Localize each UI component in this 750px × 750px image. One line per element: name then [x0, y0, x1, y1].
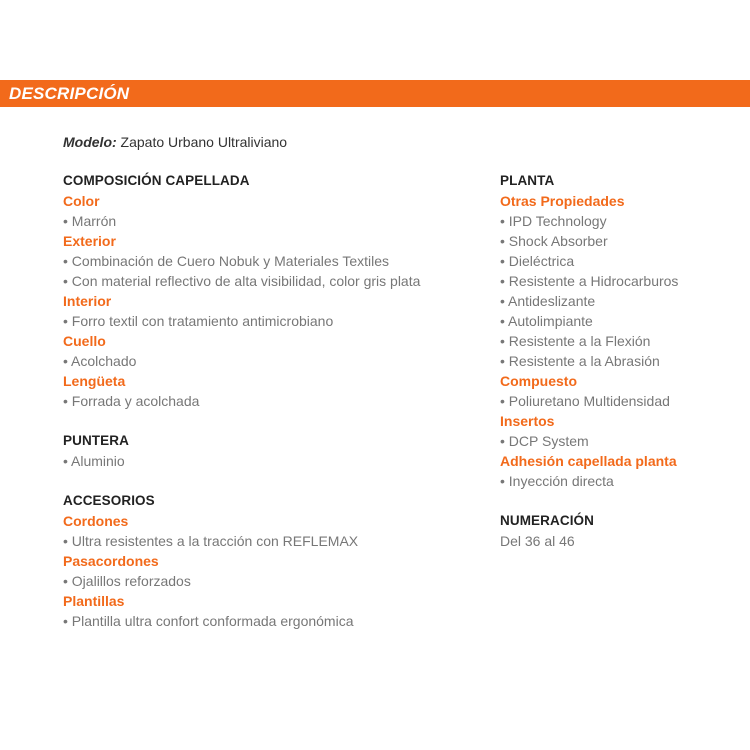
- model-value: Zapato Urbano Ultraliviano: [120, 134, 288, 150]
- pasacordones-label: Pasacordones: [63, 553, 159, 569]
- description-title: DESCRIPCIÓN: [9, 84, 130, 103]
- section-numeracion-title: NUMERACIÓN: [500, 513, 594, 528]
- otras-propiedades-label: Otras Propiedades: [500, 193, 625, 209]
- list-item: • Autolimpiante: [500, 313, 593, 329]
- list-item: • Resistente a Hidrocarburos: [500, 273, 679, 289]
- insertos-label: Insertos: [500, 413, 555, 429]
- adhesion-label: Adhesión capellada planta: [500, 453, 677, 469]
- list-item: • Poliuretano Multidensidad: [500, 393, 670, 409]
- list-item: • Marrón: [63, 213, 117, 229]
- section-puntera-title: PUNTERA: [63, 433, 129, 448]
- list-item: • Resistente a la Flexión: [500, 333, 651, 349]
- spacer: [500, 491, 740, 511]
- list-item: • Forro textil con tratamiento antimicrobiano: [63, 313, 334, 329]
- section-composicion-title: COMPOSICIÓN CAPELLADA: [63, 173, 250, 188]
- list-item: • IPD Technology: [500, 213, 607, 229]
- list-item: • Combinación de Cuero Nobuk y Materiales Textiles: [63, 253, 390, 269]
- interior-label: Interior: [63, 293, 112, 309]
- model-line: [63, 132, 287, 152]
- compuesto-label: Compuesto: [500, 373, 577, 389]
- list-item: • Plantilla ultra confort conformada ergonómica: [63, 613, 354, 629]
- section-planta-title: PLANTA: [500, 173, 555, 188]
- list-item: • Acolchado: [63, 353, 137, 369]
- right-column: [500, 171, 740, 551]
- left-column: [63, 171, 473, 631]
- cordones-label: Cordones: [63, 513, 129, 529]
- section-accesorios-title: ACCESORIOS: [63, 493, 155, 508]
- spacer: [63, 411, 473, 431]
- list-item: • Inyección directa: [500, 473, 614, 489]
- list-item: • DCP System: [500, 433, 589, 449]
- list-item: • Con material reflectivo de alta visibilidad, color gris plata: [63, 273, 421, 289]
- color-label: Color: [63, 193, 100, 209]
- model-label: Modelo:: [63, 134, 117, 150]
- list-item: • Shock Absorber: [500, 233, 608, 249]
- list-item: • Aluminio: [63, 453, 125, 469]
- spacer: [63, 471, 473, 491]
- list-item: • Antideslizante: [500, 293, 596, 309]
- list-item: • Forrada y acolchada: [63, 393, 200, 409]
- cuello-label: Cuello: [63, 333, 106, 349]
- plantillas-label: Plantillas: [63, 593, 125, 609]
- exterior-label: Exterior: [63, 233, 116, 249]
- list-item: • Dieléctrica: [500, 253, 575, 269]
- numeracion-value: Del 36 al 46: [500, 533, 575, 549]
- lengueta-label: Lengüeta: [63, 373, 126, 389]
- description-banner: [0, 80, 750, 107]
- list-item: • Ultra resistentes a la tracción con REFLEMAX: [63, 533, 359, 549]
- list-item: • Resistente a la Abrasión: [500, 353, 660, 369]
- list-item: • Ojalillos reforzados: [63, 573, 191, 589]
